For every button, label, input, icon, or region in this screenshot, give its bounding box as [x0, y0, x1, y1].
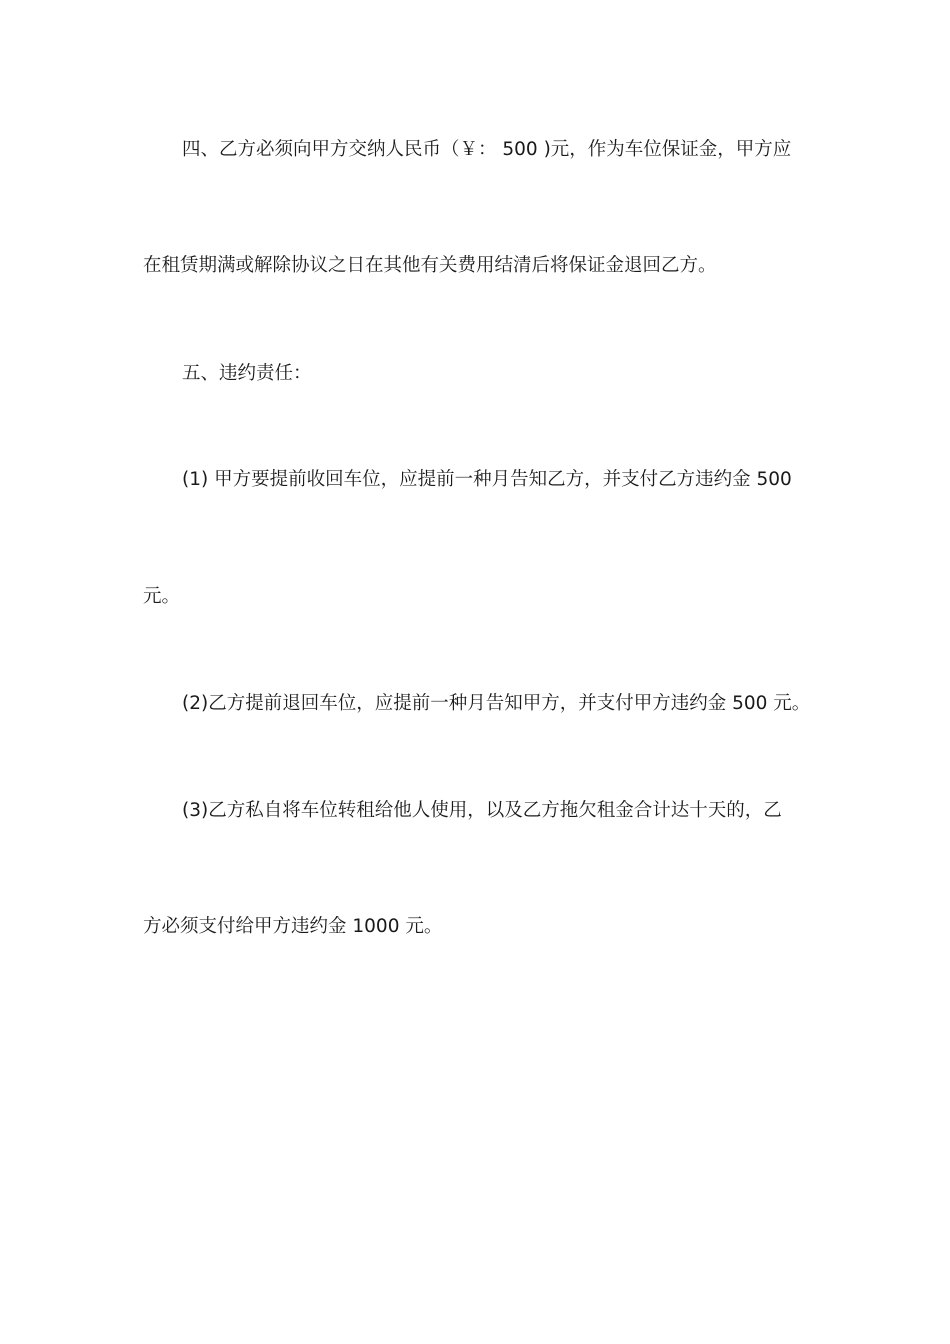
item-3-line-2: 方必须支付给甲方违约金 1000 元。 [143, 916, 443, 937]
item-1-line-1: (1) 甲方要提前收回车位，应提前一种月告知乙方，并支付乙方违约金 500 [182, 469, 792, 490]
item-2-line-1: (2)乙方提前退回车位，应提前一种月告知甲方，并支付甲方违约金 500 元。 [182, 693, 811, 714]
clause-four-line-2: 在租赁期满或解除协议之日在其他有关费用结清后将保证金退回乙方。 [143, 255, 717, 276]
item-3-line-1: (3)乙方私自将车位转租给他人使用，以及乙方拖欠租金合计达十天的，乙 [182, 800, 782, 821]
clause-four-line-1: 四、乙方必须向甲方交纳人民币（￥： 500 )元，作为车位保证金，甲方应 [182, 139, 792, 160]
item-1-line-2: 元。 [143, 586, 181, 607]
clause-five-heading: 五、违约责任： [182, 363, 312, 384]
